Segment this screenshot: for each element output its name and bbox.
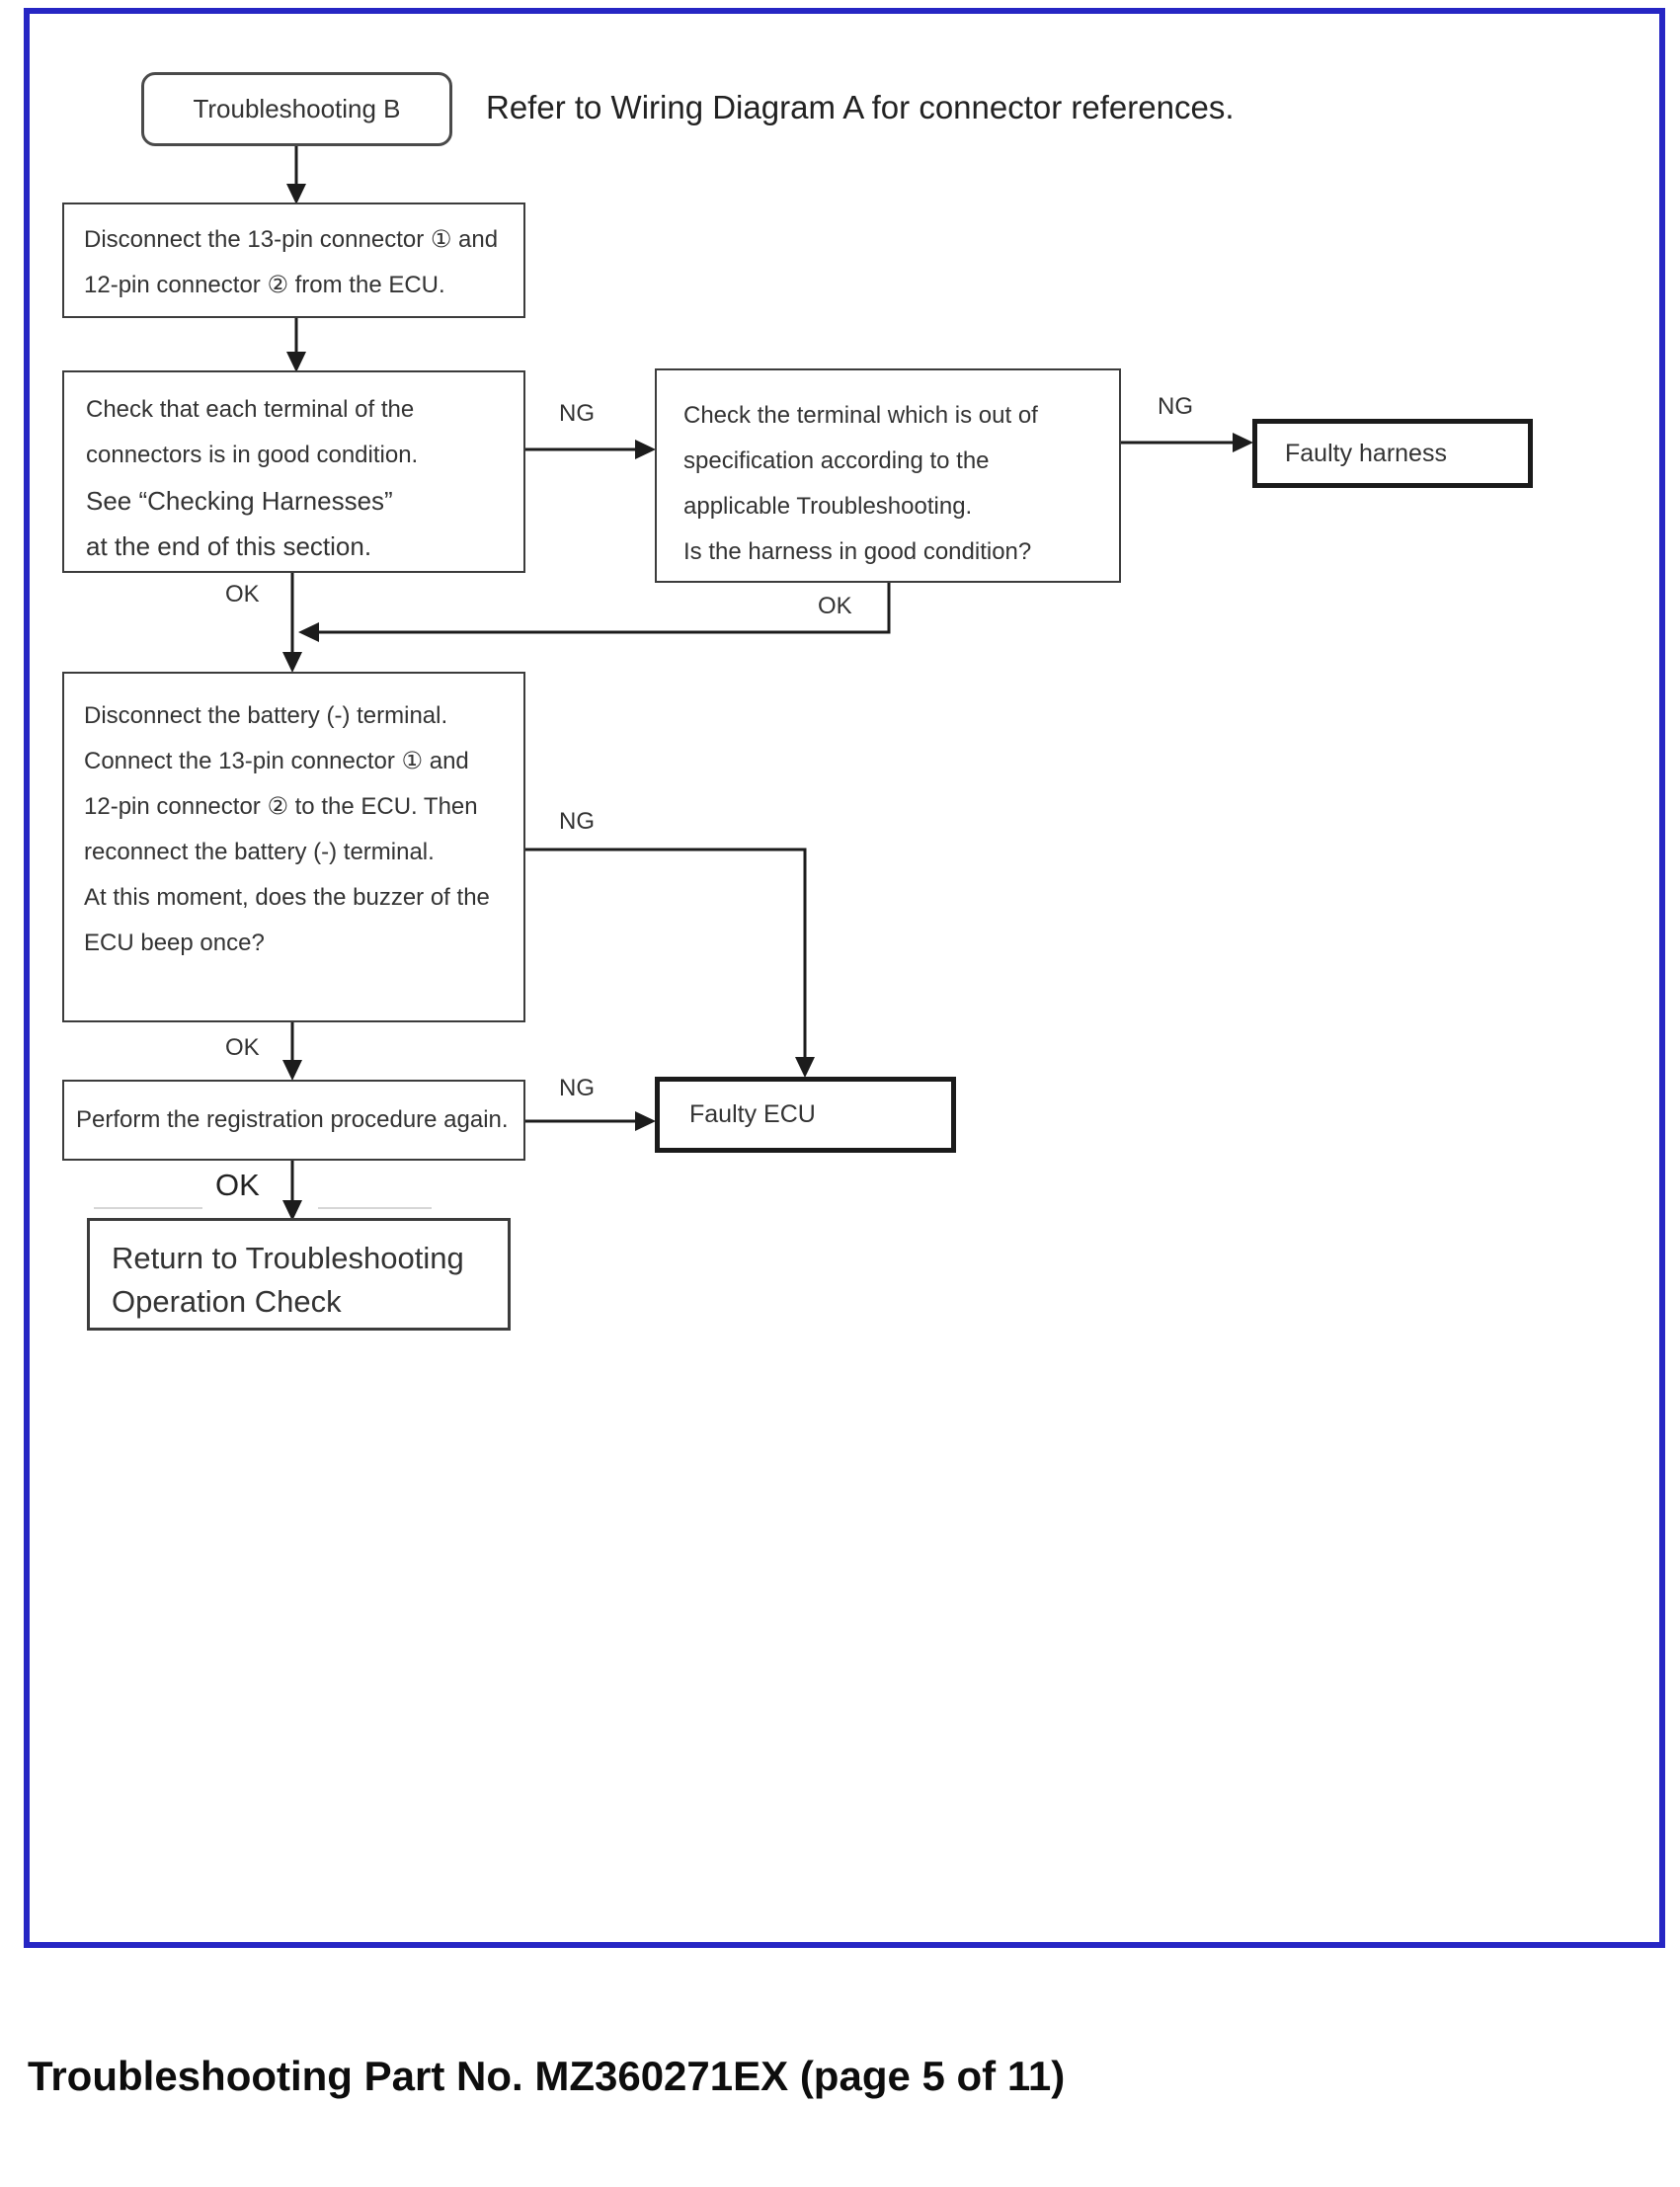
edge-label-ng-1: NG	[559, 400, 595, 427]
box-text-line: at the end of this section.	[86, 531, 372, 561]
box-check-terminals	[62, 370, 525, 573]
box-text-line: Faulty ECU	[689, 1100, 816, 1128]
box-check-out-of-spec	[655, 368, 1121, 583]
box-reconnect-battery	[62, 672, 525, 1022]
box-text-line: ECU beep once?	[84, 930, 265, 956]
box-text-line: Is the harness in good condition?	[683, 538, 1032, 565]
box-text-line: Return to Troubleshooting	[112, 1241, 464, 1275]
box-text-line: See “Checking Harnesses”	[86, 486, 393, 516]
edge-label-ok-4: OK	[215, 1168, 260, 1202]
edge-label-ok-2: OK	[818, 593, 852, 619]
start-node	[141, 72, 452, 146]
wiring-diagram-note: Refer to Wiring Diagram A for connector references.	[486, 89, 1235, 125]
box-text-line: At this moment, does the buzzer of the	[84, 884, 490, 911]
box-text-line: Disconnect the battery (-) terminal.	[84, 702, 448, 729]
footer-caption: Troubleshooting Part No. MZ360271EX (page 5 of 11)	[28, 2053, 1066, 2099]
box-return-check	[87, 1218, 511, 1331]
box-text-line: 12-pin connector ② from the ECU.	[84, 272, 445, 298]
box-text-line: applicable Troubleshooting.	[683, 493, 973, 520]
box-disconnect-connectors	[62, 202, 525, 318]
box-text-line: Disconnect the 13-pin connector ① and	[84, 226, 499, 253]
box-faulty-harness	[1252, 419, 1533, 488]
box-faulty-ecu	[655, 1077, 956, 1153]
box-text-line: specification according to the	[683, 447, 990, 474]
box-text-line: reconnect the battery (-) terminal.	[84, 839, 435, 865]
box-text-line: connectors is in good condition.	[86, 442, 419, 468]
edge-label-ok-1: OK	[225, 581, 260, 608]
edge-label-ng-4: NG	[559, 1075, 595, 1101]
edge-label-ng-3: NG	[559, 808, 595, 835]
start-node-label: Troubleshooting B	[193, 94, 401, 123]
box-text-line: Check that each terminal of the	[86, 396, 415, 423]
box-text-line: Check the terminal which is out of	[683, 402, 1038, 429]
scan-artifact-line	[94, 1207, 202, 1209]
box-text-line: Perform the registration procedure again.	[76, 1106, 509, 1133]
box-text-line: Operation Check	[112, 1284, 342, 1319]
edge-label-ok-3: OK	[225, 1034, 260, 1061]
edge-label-ng-2: NG	[1158, 393, 1193, 420]
box-text-line: Connect the 13-pin connector ① and	[84, 748, 469, 774]
box-text-line: Faulty harness	[1285, 439, 1447, 467]
box-text-line: 12-pin connector ② to the ECU. Then	[84, 793, 478, 820]
box-registration	[62, 1080, 525, 1161]
scan-artifact-line	[318, 1207, 432, 1209]
